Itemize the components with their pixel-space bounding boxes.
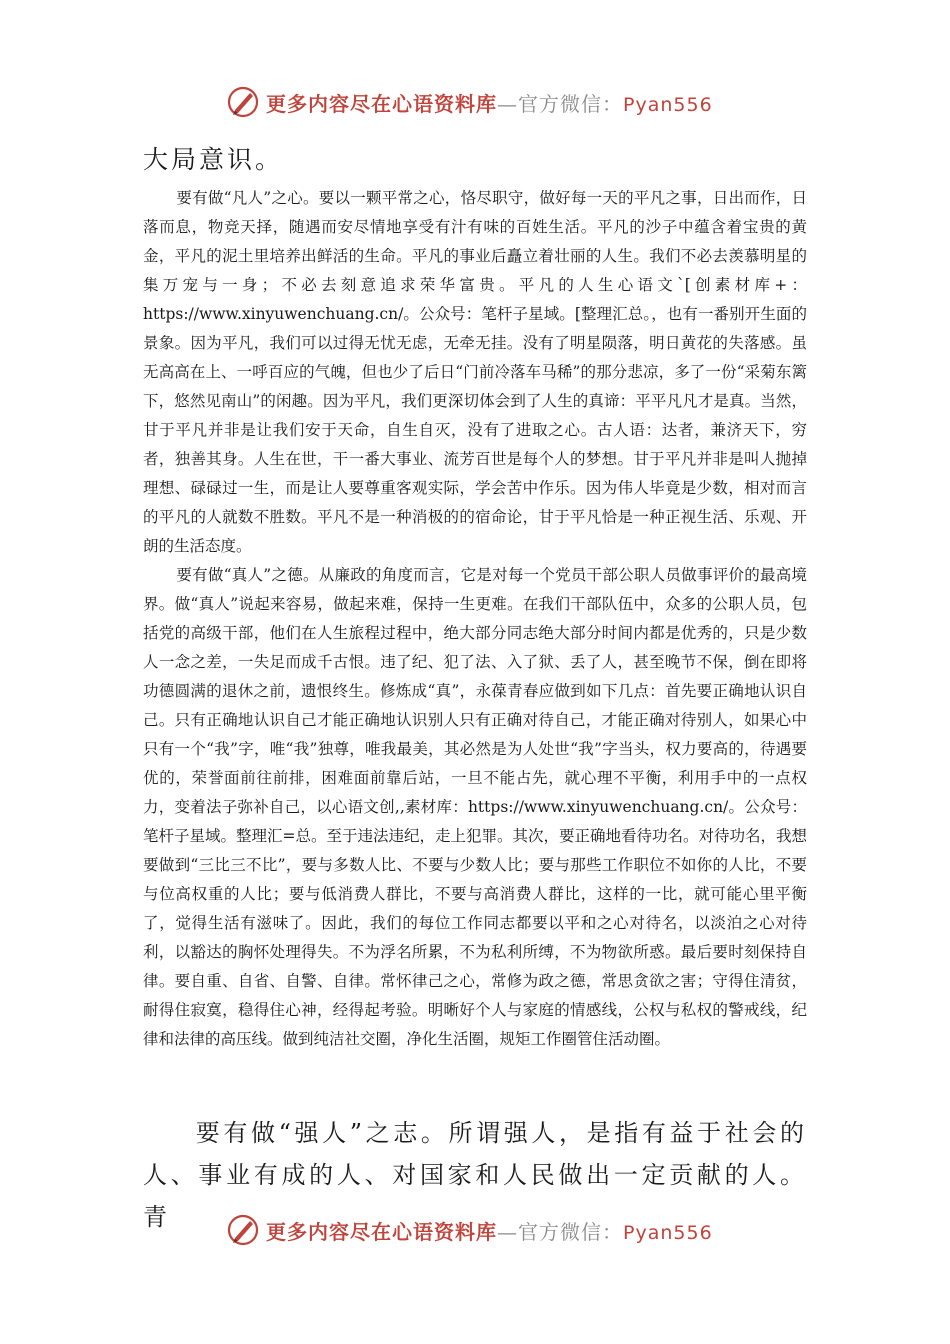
header-banner-text (266, 88, 713, 117)
footer-rest: —官方微信： (497, 1219, 623, 1244)
header-wechat-id: Pyan556 (623, 93, 713, 116)
opening-line: 大局意识。 (143, 145, 284, 174)
footer-lead: 更多内容尽在心语资料库 (266, 1219, 497, 1244)
header-rest: —官方微信： (497, 91, 623, 116)
footer-banner-text (266, 1216, 713, 1245)
paragraph-ordinary-person: 要有做“凡人”之心。要以一颗平常之心，恪尽职守，做好每一天的平凡之事，日出而作，日落而息，物竞天择，随遇而安尽情地享受有汁有味的百姓生活。平凡的沙子中蕴含着宝贵的黄金，平凡的泥土里培养出鲜活的生命。平凡的事业后矗立着壮丽的人生。我们不必去羡慕明星的集万宠与一身；不必去刻意追求荣华富贵。平凡的人生心语文`[创素材库+：https://www.xinyuwenchuang.cn/。公众号：笔杆子星域。[整理汇总。，也有一番别开生面的景象。因为平凡，我们可以过得无忧无虑，无牵无挂。没有了明星陨落，明日黄花的失落感。虽无高高在上、一呼百应的气魄，但也少了后日“门前冷落车马稀”的那分悲凉，多了一份“采菊东篱下，悠然见南山”的闲趣。因为平凡，我们更深切体会到了人生的真谛：平平凡凡才是真。当然，甘于平凡并非是让我们安于天命，自生自灭，没有了进取之心。古人语：达者，兼济天下，穷者，独善其身。人生在世，干一番大事业、流芳百世是每个人的梦想。甘于平凡并非是叫人抛掉理想、碌碌过一生，而是让人要尊重客观实际，学会苦中作乐。因为伟人毕竟是少数，相对而言的平凡的人就数不胜数。平凡不是一种消极的的宿命论，甘于平凡恰是一种正视生活、乐观、开朗的生活态度。 (143, 189, 807, 555)
footer-wechat-id: Pyan556 (623, 1221, 713, 1244)
header-banner (226, 82, 746, 122)
pen-seal-icon (226, 1213, 260, 1247)
paragraph-true-person: 要有做“真人”之德。从廉政的角度而言，它是对每一个党员干部公职人员做事评价的最高境界。做“真人”说起来容易，做起来难，保持一生更难。在我们干部队伍中，众多的公职人员，包括党的高级干部，他们在人生旅程过程中，绝大部分同志绝大部分时间内都是优秀的，只是少数人一念之差，一失足而成千古恨。违了纪、犯了法、入了狱、丢了人，甚至晚节不保，倒在即将功德圆满的退休之前，遗恨终生。修炼成“真”，永葆青春应做到如下几点：首先要正确地认识自己。只有正确地认识自己才能正确地认识别人只有正确对待自己，才能正确对待别人，如果心中只有一个“我”字，唯“我”独尊，唯我最美，其必然是为人处世“我”字当头，权力要高的，待遇要优的，荣誉面前往前排，困难面前靠后站，一旦不能占先，就心理不平衡，利用手中的一点权力，变着法子弥补自己，以心语文创,,素材库：https://www.xinyuwenchuang.cn/。公众号：笔杆子星域。整理汇=总。至于违法违纪，走上犯罪。其次，要正确地看待功名。对待功名，我想要做到“三比三不比”，要与多数人比、不要与少数人比；要与那些工作职位不如你的人比，不要与位高权重的人比；要与低消费人群比，不要与高消费人群比，这样的一比，就可能心里平衡了，觉得生活有滋味了。因此，我们的每位工作同志都要以平和之心对待名，以淡泊之心对待利，以豁达的胸怀处理得失。不为浮名所累，不为私利所缚，不为物欲所惑。最后要时刻保持自律。要自重、自省、自警、自律。常怀律己之心，常修为政之德，常思贪欲之害；守得住清贫，耐得住寂寞，稳得住心神，经得起考验。明晰好个人与家庭的情感线，公权与私权的警戒线，纪律和法律的高压线。做到纯洁社交圈，净化生活圈，规矩工作圈管住活动圈。 (143, 566, 807, 1048)
header-lead: 更多内容尽在心语资料库 (266, 91, 497, 116)
paragraph-strong-person: 要有做“强人”之志。所谓强人，是指有益于社会的人、事业有成的人、对国家和人民做出一定贡献的人。青 (143, 1119, 807, 1231)
pen-seal-icon (226, 85, 260, 119)
document-body (143, 184, 807, 1054)
footer-banner (226, 1210, 746, 1250)
